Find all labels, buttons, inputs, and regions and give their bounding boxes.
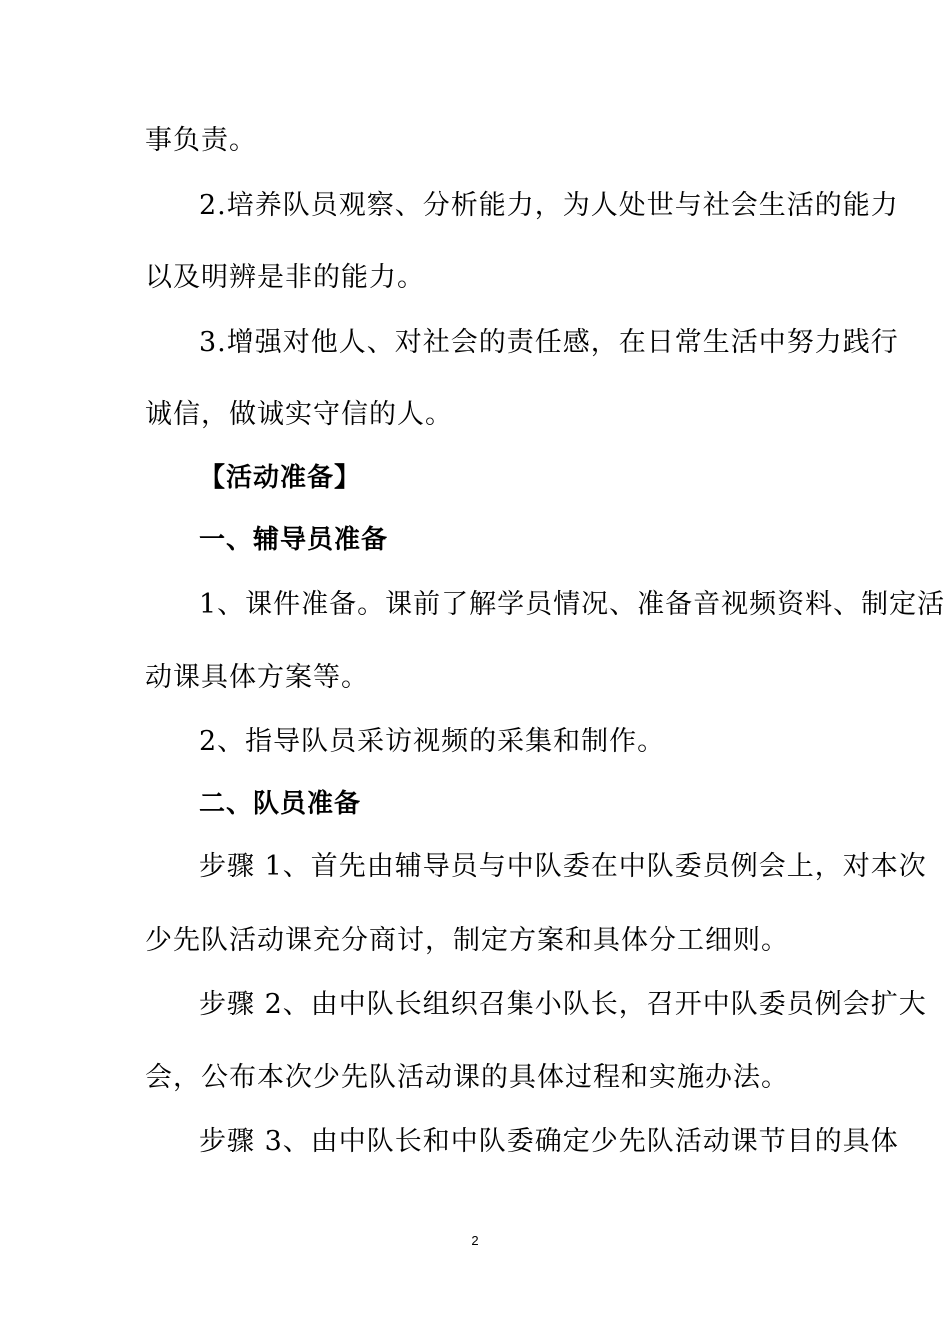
paragraph-line: 以及明辨是非的能力。: [145, 262, 425, 293]
paragraph-line: 2.培养队员观察、分析能力，为人处世与社会生活的能力: [199, 190, 899, 221]
paragraph-line: 1、课件准备。课前了解学员情况、准备音视频资料、制定活: [199, 589, 946, 620]
paragraph-line: 事负责。: [145, 125, 257, 156]
paragraph-line: 2、指导队员采访视频的采集和制作。: [199, 726, 666, 757]
paragraph-line: 会，公布本次少先队活动课的具体过程和实施办法。: [145, 1062, 789, 1093]
paragraph-line: 步骤 3、由中队长和中队委确定少先队活动课节目的具体: [199, 1126, 899, 1157]
paragraph-line: 3.增强对他人、对社会的责任感，在日常生活中努力践行: [199, 327, 899, 358]
section-heading: 二、队员准备: [199, 789, 362, 819]
paragraph-line: 诚信，做诚实守信的人。: [145, 399, 453, 430]
paragraph-line: 少先队活动课充分商讨，制定方案和具体分工细则。: [145, 925, 789, 956]
section-heading: 一、辅导员准备: [199, 525, 389, 555]
paragraph-line: 动课具体方案等。: [145, 662, 369, 693]
page-number: 2: [471, 1233, 479, 1248]
paragraph-line: 步骤 1、首先由辅导员与中队委在中队委员例会上，对本次: [199, 851, 927, 882]
section-heading: 【活动准备】: [199, 463, 362, 493]
paragraph-line: 步骤 2、由中队长组织召集小队长，召开中队委员例会扩大: [199, 989, 927, 1020]
